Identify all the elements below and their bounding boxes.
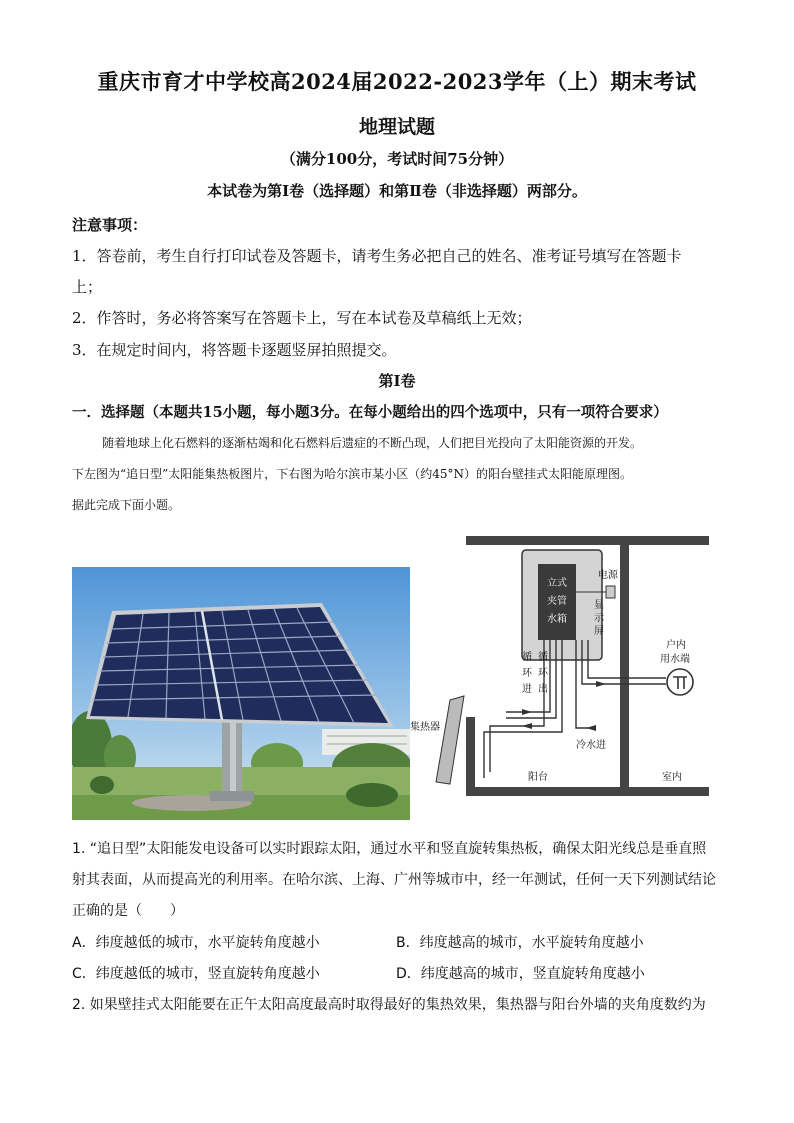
loop-in-label-1: 循 (522, 652, 532, 663)
passage-line-1: 随着地球上化石燃料的逐渐枯竭和化石燃料后遗症的不断凸现，人们把目光投向了太阳能资源的开发。 (102, 436, 643, 450)
loop-in-label-3: 进 (522, 684, 532, 695)
loop-out-label-1: 循 (538, 652, 548, 663)
tank-label-3: 水箱 (547, 614, 567, 625)
tank-label-1: 立式 (547, 578, 567, 589)
loop-out-label-2: 环 (538, 668, 548, 679)
balcony-solar-schematic (410, 532, 720, 804)
question-1-option-b: B．纬度越高的城市，水平旋转角度越小 (396, 935, 644, 951)
solar-panel-photo (72, 567, 410, 820)
subject-title: 地理试题 (358, 116, 435, 138)
indoor-label: 室内 (662, 772, 682, 783)
display-label-3: 屏 (594, 626, 604, 637)
tank-label-2: 夹管 (547, 596, 567, 607)
user-end-label-2: 用水端 (660, 654, 690, 665)
question-2-stem-line-1: 2. 如果壁挂式太阳能要在正午太阳高度最高时取得最好的集热效果，集热器与阳台外墙的夹角度数约为 (72, 997, 706, 1013)
paper-structure-note: 本试卷为第Ⅰ卷（选择题）和第Ⅱ卷（非选择题）两部分。 (207, 182, 587, 200)
power-label: 电源 (598, 570, 618, 581)
question-1-option-a: A．纬度越低的城市，水平旋转角度越小 (72, 935, 320, 951)
balcony-label: 阳台 (528, 772, 548, 783)
loop-in-label-2: 环 (522, 668, 532, 679)
collector-label: 集热器 (410, 722, 440, 733)
loop-out-label-3: 出 (538, 684, 548, 695)
display-label-2: 示 (594, 613, 604, 624)
cold-water-label: 冷水进 (576, 740, 606, 751)
note-item-3: 3．在规定时间内，将答题卡逐题竖屏拍照提交。 (72, 341, 397, 359)
note-item-1: 1．答卷前，考生自行打印试卷及答题卡，请考生务必把自己的姓名、准考证号填写在答题卡 (72, 247, 682, 265)
display-label-1: 显 (594, 600, 604, 611)
note-item-1-cont: 上； (72, 278, 103, 296)
question-1-option-c: C．纬度越低的城市，竖直旋转角度越小 (72, 966, 320, 982)
question-1-stem-line-3: 正确的是（ ） (72, 903, 184, 919)
notes-heading: 注意事项： (72, 216, 148, 234)
exam-title: 重庆市育才中学校高2024届2022-2023学年（上）期末考试 (97, 69, 697, 94)
passage-line-3: 据此完成下面小题。 (72, 498, 181, 512)
question-1-stem-line-1: 1. “追日型”太阳能发电设备可以实时跟踪太阳，通过水平和竖直旋转集热板，确保太阳光线总是垂直照 (72, 841, 707, 857)
note-item-2: 2．作答时，务必将答案写在答题卡上，写在本试卷及草稿纸上无效； (72, 309, 532, 327)
part-one-heading: 第Ⅰ卷 (378, 372, 416, 390)
score-time-note: （满分100分，考试时间75分钟） (280, 150, 514, 168)
question-1-stem-line-2: 射其表面，从而提高光的利用率。在哈尔滨、上海、广州等城市中，经一年测试，任何一天下列测试结论 (72, 872, 716, 888)
section-heading: 一．选择题（本题共15小题，每小题3分。在每小题给出的四个选项中，只有一项符合要求） (72, 404, 668, 421)
passage-line-2: 下左图为“追日型”太阳能集热板图片，下右图为哈尔滨市某小区（约45°N）的阳台壁挂式太阳能原理图。 (72, 467, 633, 481)
question-1-option-d: D．纬度越高的城市，竖直旋转角度越小 (396, 966, 645, 982)
user-end-label-1: 户内 (666, 640, 686, 651)
